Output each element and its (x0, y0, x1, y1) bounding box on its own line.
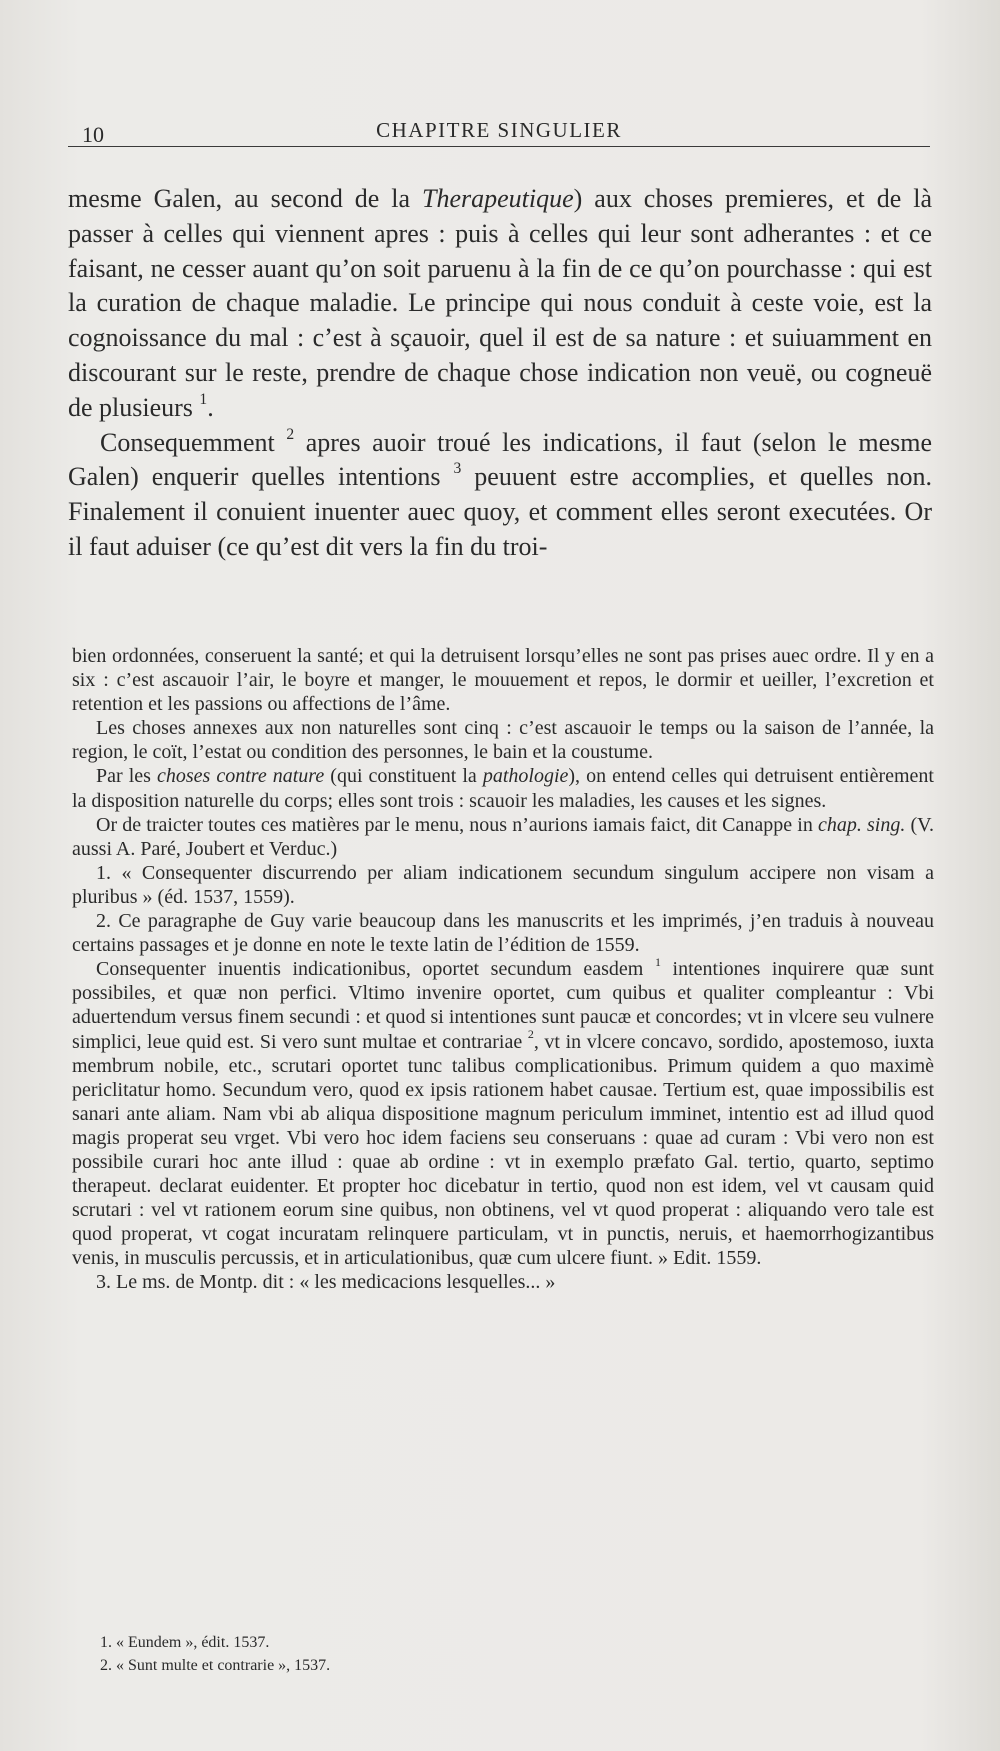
text-run: . (207, 392, 214, 422)
page-header (68, 112, 930, 147)
italic-text: chap. sing. (817, 813, 906, 836)
text-run: (qui constituent la (324, 765, 483, 788)
text-run: (V. aussi A. Paré, Joubert et Verduc.) (72, 813, 934, 860)
footnote-ref: 2 (527, 1027, 534, 1042)
text-run: 1. « Consequenter discurrendo per aliam indicationem secundum singulum accipere non visam a pluribus » (éd. 1537, 1559). (72, 861, 934, 908)
body-paragraph (68, 182, 932, 426)
note-paragraph (72, 644, 934, 716)
footnote: 1. « Eundem », édit. 1537. (100, 1634, 270, 1651)
note-paragraph (72, 1270, 934, 1294)
text-run: intentiones inquirere quæ sunt possibiles, et quæ non perfici. Vltimo invenire oportet, cum quibus et qualiter compleantur : Vbi aduertendum versus finem secundi : et quod si intentiones sunt paucæ et concordes; vt in vlcere seu vulnere simplici, leue quid est. Si vero sunt multae et contrariae (72, 958, 934, 1053)
notes-section (72, 644, 934, 1295)
text-run: mesme Galen, au second de la (68, 184, 423, 213)
italic-text: choses contre nature (156, 765, 325, 788)
footnote-ref: 3 (453, 460, 462, 478)
page-number: 10 (82, 122, 104, 147)
text-run: 2. Ce paragraphe de Guy varie beaucoup dans les manuscrits et les imprimés, j’en traduis à nouveau certains passages et je donne en note le texte latin de l’édition de 1559. (72, 910, 934, 957)
text-run: Consequenter inuentis indicationibus, oportet secundum easdem (96, 958, 655, 981)
footnote-ref: 1 (654, 954, 661, 969)
running-head: CHAPITRE SINGULIER (376, 118, 622, 142)
text-run: Or de traicter toutes ces matières par le menu, nous n’aurions iamais faict, dit Canappe in (96, 813, 818, 836)
note-paragraph (72, 764, 934, 812)
note-paragraph (72, 716, 934, 764)
italic-text: Therapeutique (422, 184, 574, 213)
text-run: Consequemment (100, 427, 287, 457)
text-run: ), on entend celles qui detruisent entièrement la disposition naturelle du corps; elles sont trois : scauoir les maladies, les causes et les signes. (72, 765, 934, 812)
italic-text: pathologie (482, 765, 569, 788)
text-run: apres auoir troué les indications, il faut (selon le mesme Galen) enquerir quelles intentions (68, 427, 932, 492)
text-run: , vt in vlcere concavo, sordido, apostemoso, iuxta membrum nobile, etc., scrutari oportet tunc talibus complicationibus. Primum quidem a quo maximè periclitatur homo. Secundum vero, quod ex ipsis rationem habet causae. Tertium est, quae impossibilis est sanari ante aliam. Nam vbi ab aliqua dispositione magnum periculum imminet, intentio est ad illud quod magis properat seu vrget. Vbi vero hoc idem faciens seu conseruans : quae ad curam : Vbi vero non est possibile curari hoc ante illud : quae ab ordine : vt in exemplo præfato Gal. tertio, quarto, septimo therapeut. declarat euidenter. Et propter hoc dicebatur in tertio, quod non est idem, vel vt causam quid scrutari : vel vt rationem eorum sine quibus, non obtinens, vel vt quod properat : aliquando vero tale est quod properat, vt cogat incuratam relinquere particulam, vt in punctis, neruis, et haemorrhogizantibus venis, in musculis percussis, et in articulationibus, quæ cum ulcere fiunt. » Edit. 1559. (72, 1030, 934, 1270)
footnote-ref: 1 (199, 390, 208, 408)
footnotes (100, 1631, 800, 1677)
text-run: bien ordonnées, conseruent la santé; et qui la detruisent lorsqu’elles ne sont pas prises auec ordre. Il y en a six : c’est ascauoir l’air, le boyre et manger, le mouuement et repos, le dormir et ueiller, l’excretion et retention et les passions ou affections de l’âme. (72, 645, 934, 716)
text-run: Par les (96, 765, 157, 788)
footnote: 2. « Sunt multe et contrarie », 1537. (100, 1657, 331, 1674)
main-text (68, 182, 932, 565)
note-paragraph (72, 813, 934, 861)
footnote-ref: 2 (286, 425, 295, 443)
note-paragraph (72, 954, 934, 1270)
body-paragraph (68, 426, 932, 565)
note-paragraph (72, 861, 934, 909)
text-run: Les choses annexes aux non naturelles sont cinq : c’est ascauoir le temps ou la saison de l’année, la region, le coït, l’estat ou condition des personnes, le bain et la coustume. (72, 717, 934, 764)
note-paragraph (72, 909, 934, 957)
text-run: peuuent estre accomplies, et quelles non. Finalement il conuient inuenter auec quoy, et comment elles seront executées. Or il faut aduiser (ce qu’est dit vers la fin du troi- (68, 462, 932, 561)
text-run: 3. Le ms. de Montp. dit : « les medicacions lesquelles... » (96, 1271, 556, 1294)
text-run: ) aux choses premieres, et de là passer à celles qui viennent apres : puis à celles qui leur sont adherantes : et ce faisant, ne cesser auant qu’on soit paruenu à la fin de ce qu’on pourchasse : qui est la curation de chaque maladie. Le principe qui nous conduit à ceste voie, est la cognoissance du mal : c’est à sçauoir, quel il est de sa nature : et suiuamment en discourant sur le reste, prendre de chaque chose indication non veuë, ou cogneuë de plusieurs (68, 184, 932, 422)
